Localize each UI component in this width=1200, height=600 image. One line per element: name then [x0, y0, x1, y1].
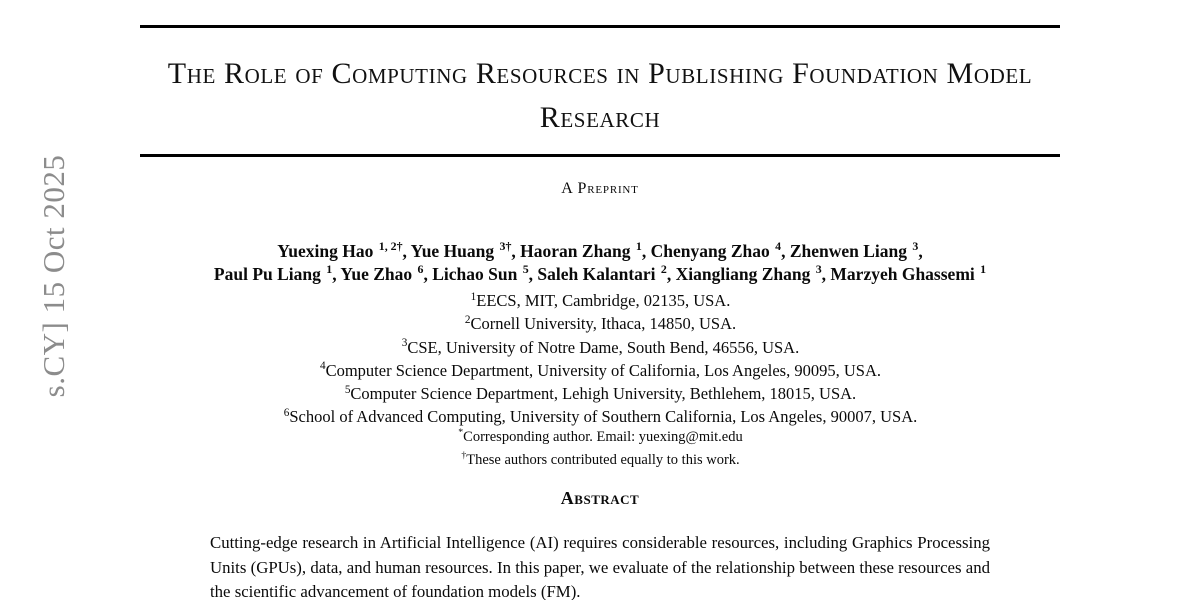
affiliation-marker: 4: [319, 360, 326, 373]
footnote-text: Corresponding author. Email: yuexing@mit.edu: [463, 429, 743, 445]
affiliation-marker: 1: [470, 290, 477, 303]
affiliation-text: Cornell University, Ithaca, 14850, USA.: [470, 314, 737, 334]
title-rule-bottom: [140, 154, 1060, 157]
footnote-item: [110, 426, 1090, 449]
affiliation-marker: 5: [344, 383, 351, 396]
author-separator: ,: [528, 264, 538, 284]
author-name: Zhenwen Liang $^3$: [789, 239, 919, 261]
abstract-body: [210, 531, 990, 600]
affiliation-text: Computer Science Department, Lehigh University, Bethlehem, 18015, USA.: [350, 384, 857, 404]
author-affiliation-marker: 1, 2†: [378, 239, 403, 254]
author-name: Haoran Zhang $^1$: [520, 239, 642, 261]
author-affiliation-marker: 6: [417, 262, 424, 277]
author-affiliation-marker: 3: [912, 239, 919, 254]
affiliation-text: Computer Science Department, University of California, Los Angeles, 90095, USA.: [325, 360, 881, 380]
author-affiliation-marker: 4: [775, 239, 782, 254]
author-name: Yuexing Hao $^{1, 2\dagger}$: [277, 239, 403, 261]
author-affiliation-marker: 3†: [499, 239, 512, 254]
affiliation-text: EECS, MIT, Cambridge, 02135, USA.: [476, 291, 731, 310]
author-name: Marzyeh Ghassemi $^1$: [830, 262, 987, 284]
author-separator: ,: [781, 241, 790, 261]
abstract-heading: Abstract: [560, 488, 640, 508]
author-separator: ,: [402, 241, 411, 261]
affiliation-item: [110, 382, 1090, 405]
abstract-paragraph: Cutting-edge research in Artificial Intelligence (AI) requires considerable resources, including Graphics Processing Units (GPUs), data, and human resources. In this paper, we evaluate of the relationship between these resources and the scientific advancement of foundation models (FM).: [210, 533, 990, 600]
affiliation-item: [110, 336, 1090, 359]
affiliation-item: [110, 289, 1090, 312]
title-rule-top: [140, 25, 1060, 28]
author-affiliation-marker: 1: [635, 239, 642, 254]
author-line-1: [110, 240, 1090, 263]
arxiv-stamp: s.CY] 15 Oct 2025: [36, 154, 71, 398]
author-affiliation-marker: 3: [815, 262, 822, 277]
author-affiliation-marker: 1: [980, 262, 987, 277]
page-title-line-1: The Role of Computing Resources in Publishing: [167, 57, 784, 90]
page-title: [140, 52, 1060, 140]
affiliation-marker: 6: [283, 406, 290, 419]
author-separator: ,: [641, 241, 651, 261]
affiliation-item: [110, 312, 1090, 335]
footnote-text: These authors contributed equally to this work.: [466, 451, 740, 468]
affiliation-marker: 2: [464, 313, 471, 326]
affiliation-item: [110, 359, 1090, 382]
author-name: Yue Zhao $^6$: [340, 262, 424, 284]
page-title-line-2: Foundation Model Research: [539, 57, 1033, 134]
preprint-label: A Preprint: [561, 180, 639, 197]
author-affiliation-marker: 5: [522, 262, 529, 277]
author-separator: ,: [332, 264, 341, 284]
author-name: Xiangliang Zhang $^3$: [675, 262, 822, 284]
affiliation-marker: 3: [401, 337, 408, 350]
author-affiliation-marker: 2: [660, 262, 667, 277]
author-name: Lichao Sun $^5$: [432, 262, 529, 284]
author-name: Paul Pu Liang $^1$: [213, 262, 333, 284]
author-separator: ,: [918, 241, 923, 261]
author-name: Saleh Kalantari $^2$: [537, 262, 667, 284]
author-name: Yue Huang $^{3\dagger}$: [410, 239, 512, 261]
author-separator: ,: [511, 241, 521, 261]
affiliation-text: School of Advanced Computing, University of Southern California, Los Angeles, 90007, USA.: [289, 407, 918, 427]
footnote-marker: *: [458, 427, 464, 439]
author-line-2: [110, 263, 1090, 286]
affiliation-list: [110, 289, 1090, 429]
author-separator: ,: [423, 264, 433, 284]
author-separator: ,: [666, 264, 676, 284]
affiliation-text: CSE, University of Notre Dame, South Bend, 46556, USA.: [407, 337, 800, 357]
footnote-item: [110, 449, 1090, 472]
footnote-list: [110, 426, 1090, 471]
author-name: Chenyang Zhao $^4$: [650, 239, 782, 261]
author-separator: ,: [821, 264, 831, 284]
author-affiliation-marker: 1: [326, 262, 333, 277]
author-list: [110, 240, 1090, 286]
footnote-marker: †: [461, 449, 467, 461]
